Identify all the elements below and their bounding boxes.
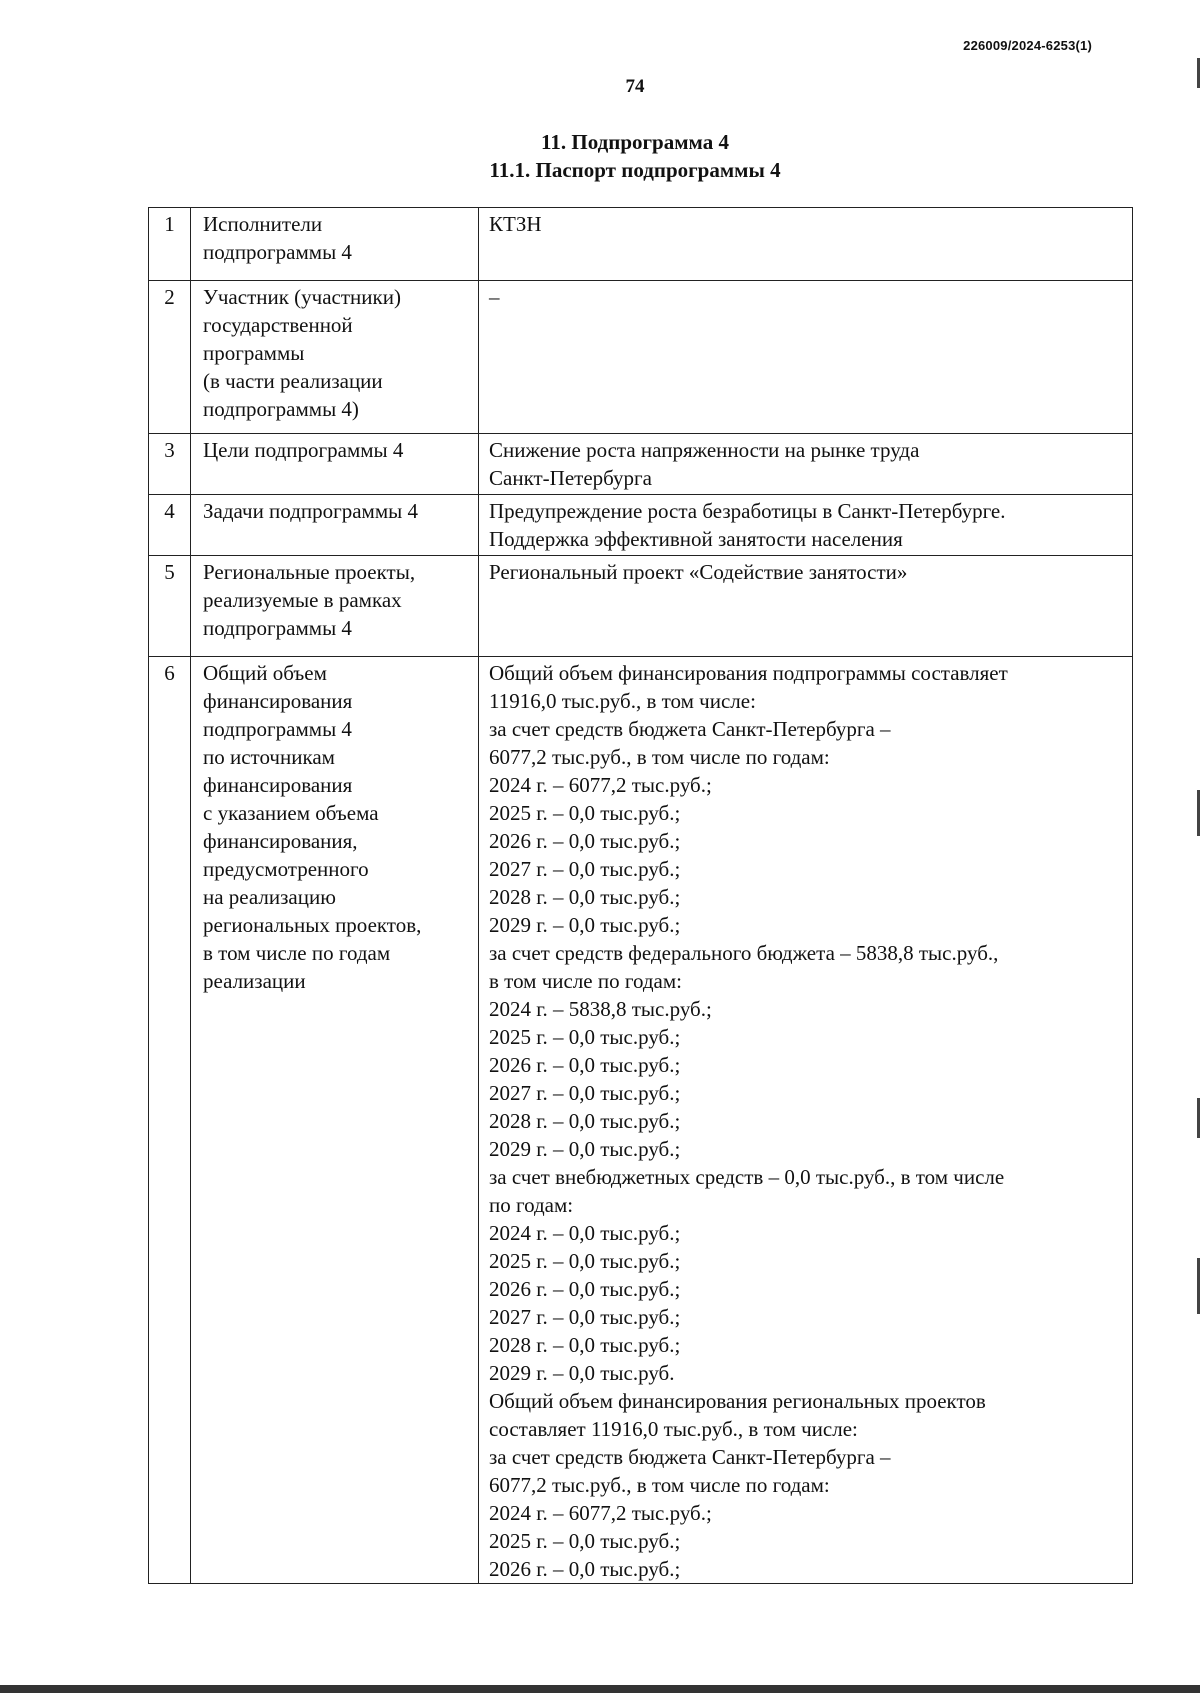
parameter-name-cell <box>191 281 479 434</box>
parameter-value-line: 2028 г. – 0,0 тыс.руб.; <box>489 1109 681 1133</box>
parameter-value-line: 2026 г. – 0,0 тыс.руб.; <box>489 1053 681 1077</box>
parameter-value-cell <box>479 281 1133 434</box>
parameter-name-line: подпрограммы 4) <box>203 397 359 421</box>
parameter-name-cell <box>191 495 479 556</box>
subsection-title: 11.1. Паспорт подпрограммы 4 <box>489 158 781 182</box>
row-number: 1 <box>149 208 191 281</box>
parameter-name-line: Участник (участники) <box>203 285 401 309</box>
parameter-name-line: Региональные проекты, <box>203 560 416 584</box>
passport-row <box>149 657 1133 1584</box>
parameter-name-line: государственной <box>203 313 353 337</box>
parameter-name-line: подпрограммы 4 <box>203 240 352 264</box>
parameter-value-line: 2024 г. – 6077,2 тыс.руб.; <box>489 1501 712 1525</box>
row-number: 2 <box>149 281 191 434</box>
parameter-value-line: 2025 г. – 0,0 тыс.руб.; <box>489 801 681 825</box>
page-number: 74 <box>625 76 645 97</box>
parameter-value-line: Снижение роста напряженности на рынке труда <box>489 438 920 462</box>
parameter-name-line: подпрограммы 4 <box>203 717 352 741</box>
parameter-value-line: составляет 11916,0 тыс.руб., в том числе: <box>489 1417 858 1441</box>
section-title: 11. Подпрограмма 4 <box>541 130 729 154</box>
row-number: 6 <box>149 657 191 1584</box>
parameter-name-line: в том числе по годам <box>203 941 391 965</box>
parameter-value-cell <box>479 495 1133 556</box>
parameter-value-line: 2028 г. – 0,0 тыс.руб.; <box>489 885 681 909</box>
parameter-value-line: 2024 г. – 0,0 тыс.руб.; <box>489 1221 681 1245</box>
row-number: 5 <box>149 556 191 657</box>
parameter-value-line: 2029 г. – 0,0 тыс.руб.; <box>489 913 681 937</box>
parameter-value-line: за счет внебюджетных средств – 0,0 тыс.руб., в том числе <box>489 1165 1005 1189</box>
parameter-name-line: предусмотренного <box>203 857 369 881</box>
parameter-value-line: – <box>489 285 500 309</box>
document-registration-number: 226009/2024-6253(1) <box>963 38 1092 53</box>
section-heading <box>0 128 1200 184</box>
parameter-name-line: Исполнители <box>203 212 323 236</box>
parameter-value-line: 2027 г. – 0,0 тыс.руб.; <box>489 1305 681 1329</box>
parameter-value-line: КТЗН <box>489 212 542 236</box>
parameter-name-line: Задачи подпрограммы 4 <box>203 499 418 523</box>
parameter-value-line: Общий объем финансирования региональных проектов <box>489 1389 986 1413</box>
parameter-value-cell <box>479 556 1133 657</box>
passport-row <box>149 495 1133 556</box>
parameter-value-line: Поддержка эффективной занятости населения <box>489 527 903 551</box>
passport-row <box>149 556 1133 657</box>
parameter-value-line: за счет средств бюджета Санкт-Петербурга – <box>489 1445 891 1469</box>
parameter-value-line: за счет средств бюджета Санкт-Петербурга – <box>489 717 891 741</box>
parameter-name-line: реализуемые в рамках <box>203 588 402 612</box>
parameter-name-line: Цели подпрограммы 4 <box>203 438 404 462</box>
parameter-value-line: 6077,2 тыс.руб., в том числе по годам: <box>489 1473 830 1497</box>
row-number: 3 <box>149 434 191 495</box>
parameter-value-line: Общий объем финансирования подпрограммы составляет <box>489 661 1008 685</box>
parameter-value-cell <box>479 657 1133 1584</box>
parameter-value-line: 2024 г. – 5838,8 тыс.руб.; <box>489 997 712 1021</box>
parameter-name-line: программы <box>203 341 305 365</box>
parameter-value-line: 2026 г. – 0,0 тыс.руб.; <box>489 829 681 853</box>
parameter-value-line: в том числе по годам: <box>489 969 682 993</box>
parameter-name-line: по источникам <box>203 745 335 769</box>
parameter-name-line: финансирования <box>203 689 353 713</box>
parameter-value-line: 2029 г. – 0,0 тыс.руб.; <box>489 1137 681 1161</box>
parameter-value-line: по годам: <box>489 1193 574 1217</box>
parameter-value-line: 2025 г. – 0,0 тыс.руб.; <box>489 1249 681 1273</box>
parameter-value-line: 2026 г. – 0,0 тыс.руб.; <box>489 1557 681 1581</box>
parameter-value-line: 2024 г. – 6077,2 тыс.руб.; <box>489 773 712 797</box>
parameter-name-line: региональных проектов, <box>203 913 422 937</box>
parameter-name-line: реализации <box>203 969 306 993</box>
parameter-name-line: финансирования, <box>203 829 358 853</box>
parameter-value-cell <box>479 208 1133 281</box>
parameter-value-line: Санкт-Петербурга <box>489 466 652 490</box>
row-number: 4 <box>149 495 191 556</box>
parameter-value-line: Региональный проект «Содействие занятости» <box>489 560 908 584</box>
parameter-name-cell <box>191 208 479 281</box>
scan-bottom-edge <box>0 1685 1200 1693</box>
passport-row <box>149 434 1133 495</box>
parameter-value-line: 11916,0 тыс.руб., в том числе: <box>489 689 756 713</box>
parameter-name-line: финансирования <box>203 773 353 797</box>
parameter-name-line: на реализацию <box>203 885 336 909</box>
parameter-value-line: Предупреждение роста безработицы в Санкт-Петербурге. <box>489 499 1006 523</box>
parameter-value-line: 2025 г. – 0,0 тыс.руб.; <box>489 1025 681 1049</box>
parameter-name-cell <box>191 657 479 1584</box>
parameter-value-line: 2027 г. – 0,0 тыс.руб.; <box>489 1081 681 1105</box>
parameter-value-line: 6077,2 тыс.руб., в том числе по годам: <box>489 745 830 769</box>
parameter-value-line: 2028 г. – 0,0 тыс.руб.; <box>489 1333 681 1357</box>
parameter-value-cell <box>479 434 1133 495</box>
passport-row <box>149 281 1133 434</box>
parameter-value-line: за счет средств федерального бюджета – 5838,8 тыс.руб., <box>489 941 999 965</box>
parameter-name-line: (в части реализации <box>203 369 383 393</box>
parameter-name-line: с указанием объема <box>203 801 379 825</box>
passport-row <box>149 208 1133 281</box>
parameter-name-line: Общий объем <box>203 661 327 685</box>
parameter-value-line: 2027 г. – 0,0 тыс.руб.; <box>489 857 681 881</box>
parameter-name-cell <box>191 556 479 657</box>
parameter-value-line: 2029 г. – 0,0 тыс.руб. <box>489 1361 675 1385</box>
parameter-value-line: 2026 г. – 0,0 тыс.руб.; <box>489 1277 681 1301</box>
parameter-value-line: 2025 г. – 0,0 тыс.руб.; <box>489 1529 681 1553</box>
parameter-name-cell <box>191 434 479 495</box>
subprogram-passport-table <box>148 207 1133 1584</box>
parameter-name-line: подпрограммы 4 <box>203 616 352 640</box>
